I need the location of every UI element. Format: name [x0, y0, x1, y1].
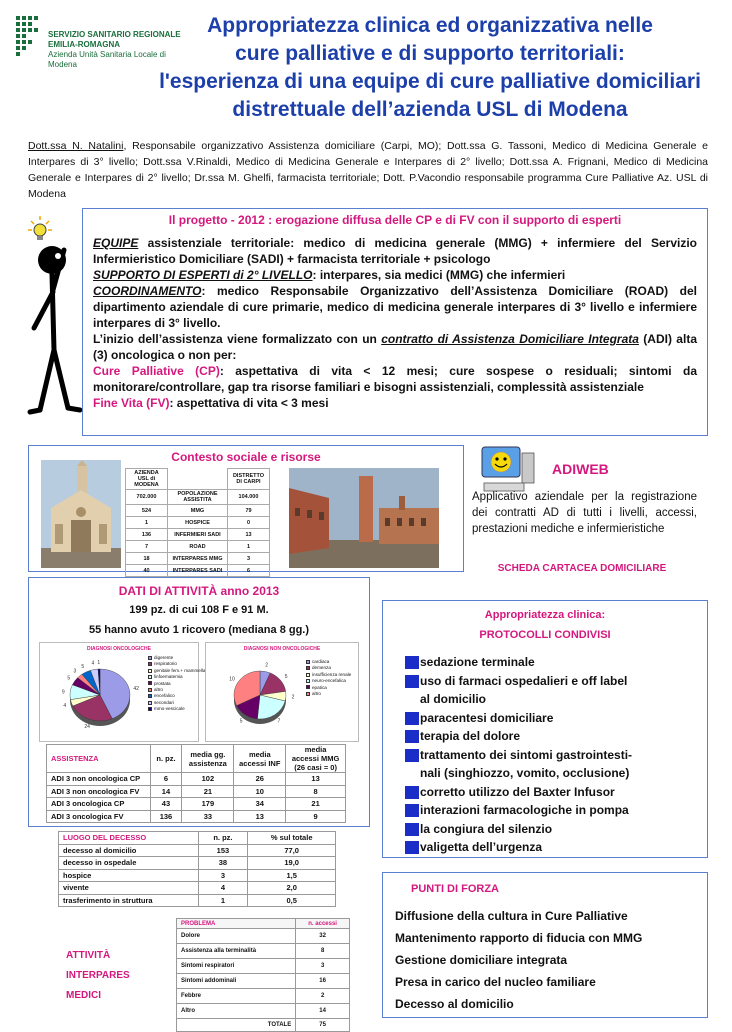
legend-swatch [148, 681, 152, 685]
legend-swatch [306, 666, 310, 670]
pie-title: DIAGNOSI ONCOLOGICHE [87, 646, 151, 652]
item-label: terapia del dolore [420, 729, 521, 743]
bullet-square-icon [405, 786, 419, 799]
adiweb-heading: ADIWEB [552, 461, 609, 477]
dati-line2: 55 hanno avuto 1 ricovero (mediana 8 gg.) [88, 624, 310, 636]
legend-swatch [148, 701, 152, 705]
equipe-label: EQUIPE [93, 236, 139, 250]
table-row [47, 773, 346, 786]
inizio-tail: (ADI) alta (3) oncologica o non per: [93, 332, 697, 362]
ctable-cell: INTERPARES MMG [168, 553, 228, 565]
pie-value-label: 42 [133, 686, 139, 693]
table-row [47, 785, 346, 798]
assist-cell: ADI 3 non oncologica CP [47, 773, 151, 786]
adiweb-text: Applicativo aziendale per la registrazione dei contratti AD di tutti i livelli, accessi, prestazioni mediche e infermieristiche [472, 491, 697, 535]
problemi-cell: 16 [296, 974, 350, 989]
luogo-cell: 0,5 [248, 894, 336, 907]
ctable-head-left: AZIENDA USL di MODENA [126, 469, 168, 490]
assist-header: ASSISTENZA [47, 745, 151, 773]
problemi-cell: 3 [296, 959, 350, 974]
luogo-cell: 19,0 [248, 857, 336, 870]
ctable-head-right: DISTRETTO DI CARPI [228, 469, 270, 490]
cathedral-photo-icon [41, 460, 121, 568]
luogo-cell: 4 [198, 882, 248, 895]
legend-label: prostata [154, 680, 171, 686]
bullet-square-icon [405, 823, 419, 836]
punti-di-forza-box [382, 872, 708, 1018]
ctable-cell: 104.000 [228, 490, 270, 505]
luogo-cell: vivente [59, 882, 199, 895]
list-item: Mantenimento rapporto di fiducia con MMG [395, 931, 643, 945]
assist-cell: 34 [234, 798, 286, 811]
item-label: interazioni farmacologiche in pompa [420, 803, 629, 817]
ctable-cell: 136 [126, 529, 168, 541]
logo-line2: EMILIA-ROMAGNA [48, 40, 120, 49]
pie-value-label: 2 [265, 662, 269, 669]
legend-swatch [148, 669, 152, 673]
bullet-square-icon [405, 730, 419, 743]
project-equipe [93, 235, 697, 267]
protocolli-list [405, 653, 632, 857]
assist-cell: 26 [234, 773, 286, 786]
assist-cell: ADI 3 oncologica FV [47, 810, 151, 823]
table-row [59, 844, 336, 857]
ctable-cell: POPOLAZIONE ASSISTITA [168, 490, 228, 505]
legend-swatch [148, 688, 152, 692]
cp-label: Cure Palliative (CP) [93, 364, 220, 378]
problemi-cell: Sintomi addominali [177, 974, 296, 989]
list-item: Diffusione della cultura in Cure Palliative [395, 909, 628, 923]
inizio-contratto: contratto di Assistenza Domiciliare Integrata [381, 332, 639, 346]
fv-label: Fine Vita (FV) [93, 396, 170, 410]
pie-chart-oncologiche [39, 642, 206, 742]
problemi-cell: Sintomi respiratori [177, 959, 296, 974]
item-label: sedazione terminale [420, 655, 535, 669]
legend-label: demenza [312, 665, 331, 671]
page-title [130, 12, 730, 124]
ctable-cell: 79 [228, 505, 270, 517]
project-heading: Il progetto - 2012 : erogazione diffusa delle CP e di FV con il supporto di esperti [168, 213, 622, 227]
project-fv [93, 395, 697, 411]
luogo-cell: 3 [198, 869, 248, 882]
luogo-cell: decesso al domicilio [59, 844, 199, 857]
assist-cell: 9 [286, 810, 346, 823]
assist-cell: 21 [182, 785, 234, 798]
table-row [59, 857, 336, 870]
legend-label: secondari [154, 699, 174, 705]
legend-label: digerente [154, 655, 174, 660]
pie-value-label: 1 [97, 660, 101, 667]
problemi-header: PROBLEMA [177, 919, 296, 929]
luogo-cell: 2,0 [248, 882, 336, 895]
table-row [177, 974, 350, 989]
carpi-square-photo-icon [289, 468, 439, 568]
ctable-cell: 6 [228, 565, 270, 577]
problemi-cell: 8 [296, 944, 350, 959]
pie-value-label: 4 [91, 660, 95, 667]
pie-value-label: 2 [291, 694, 295, 701]
table-row [177, 1004, 350, 1019]
ctable-cell: 7 [126, 541, 168, 553]
fv-text: : aspettativa di vita < 3 mesi [169, 396, 329, 410]
assist-cell: ADI 3 oncologica CP [47, 798, 151, 811]
ctable-cell: 0 [228, 517, 270, 529]
assist-cell: 14 [150, 785, 182, 798]
problemi-cell: 14 [296, 1004, 350, 1019]
project-cp [93, 363, 697, 395]
inizio-text: L’inizio dell’assistenza viene formalizzato con un [93, 332, 382, 346]
legend-swatch [148, 656, 152, 660]
legend-label: encefalico [154, 693, 175, 699]
problemi-cell: Febbre [177, 989, 296, 1004]
luogo-cell: decesso in ospedale [59, 857, 199, 870]
legend-label: insufficienza renale [312, 671, 352, 677]
table-row [59, 894, 336, 907]
project-coordinamento [93, 283, 697, 331]
assist-header: media accessi MMG (26 casi = 0) [286, 745, 346, 773]
luogo-cell: 1 [198, 894, 248, 907]
ctable-head-gap [168, 469, 228, 490]
contesto-table [125, 468, 270, 577]
luogo-cell: trasferimento in struttura [59, 894, 199, 907]
luogo-cell: 38 [198, 857, 248, 870]
ctable-cell: ROAD [168, 541, 228, 553]
bullet-square-icon [405, 712, 419, 725]
ctable-cell: 702.000 [126, 490, 168, 505]
assistenza-table [46, 744, 346, 823]
problemi-cell: 32 [296, 929, 350, 944]
legend-swatch [148, 662, 152, 666]
assist-cell: 43 [150, 798, 182, 811]
legend-label: genitale fem.+ mammella [154, 667, 206, 673]
assist-cell: 33 [182, 810, 234, 823]
list-item [405, 801, 632, 820]
attivita-line3: MEDICI [66, 990, 101, 1001]
item-label: valigetta dell’urgenza [420, 840, 543, 854]
legend-label: epatica [312, 684, 327, 690]
supporto-label: SUPPORTO DI ESPERTI di 2° LIVELLO [93, 268, 313, 282]
pie-svg [58, 655, 146, 741]
assist-cell: 136 [150, 810, 182, 823]
assist-cell: 21 [286, 798, 346, 811]
problemi-cell: Assistenza alla terminalità [177, 944, 296, 959]
table-row [177, 989, 350, 1004]
title-line4: distrettuale dell’azienda USL di Modena [232, 98, 628, 121]
appro-heading1: Appropriatezza clinica: [484, 609, 606, 621]
problemi-cell: Dolore [177, 929, 296, 944]
attivita-interpares-label [66, 946, 166, 1006]
pie-legend [148, 655, 205, 713]
pie-value-label: 4 [63, 702, 67, 709]
assist-cell: 8 [286, 785, 346, 798]
ctable-cell: 1 [126, 517, 168, 529]
item-label: nali (singhiozzo, vomito, occlusione) [420, 766, 630, 780]
punti-heading: PUNTI DI FORZA [411, 883, 499, 895]
luogo-cell: 1,5 [248, 869, 336, 882]
list-item [405, 727, 632, 746]
table-row [47, 810, 346, 823]
legend-label: cardiaca [312, 659, 330, 664]
adiweb-scheda: SCHEDA CARTACEA DOMICILIARE [497, 563, 667, 574]
table-row [177, 959, 350, 974]
appro-heading2: PROTOCOLLI CONDIVISI [479, 629, 611, 641]
ctable-cell: INFERMIERI SADI [168, 529, 228, 541]
item-label: la congiura del silenzio [420, 821, 553, 836]
legend-entry [306, 691, 351, 697]
pie-value-label: 3 [73, 668, 77, 675]
ctable-cell: 40 [126, 565, 168, 577]
list-item [405, 672, 632, 691]
ctable-cell: 1 [228, 541, 270, 553]
list-item [405, 783, 632, 802]
problemi-cell: Altro [177, 1004, 296, 1019]
authors [28, 138, 708, 202]
legend-swatch [306, 679, 310, 683]
table-row [59, 882, 336, 895]
title-line2: cure palliative e di supporto territoriali: [235, 42, 625, 65]
problemi-total-value: 75 [296, 1019, 350, 1032]
contesto-heading: Contesto sociale e risorse [171, 450, 321, 464]
assist-cell: 179 [182, 798, 234, 811]
table-row [177, 1019, 350, 1032]
luogo-header: n. pz. [198, 832, 248, 845]
legend-swatch [148, 707, 152, 711]
supporto-text: : interpares, sia medici (MMG) che infermieri [312, 268, 566, 282]
list-item: Presa in carico del nucleo familiare [395, 975, 596, 989]
table-row [59, 869, 336, 882]
ctable-cell: INTERPARES SADI [168, 565, 228, 577]
computer-smiley-icon [476, 445, 540, 495]
assist-cell: ADI 3 non oncologica FV [47, 785, 151, 798]
list-item [405, 746, 632, 765]
bullet-square-icon [405, 841, 419, 854]
luogo-cell: hospice [59, 869, 199, 882]
table-row [177, 929, 350, 944]
title-line1: Appropriatezza clinica ed organizzativa nelle [207, 14, 653, 37]
legend-swatch [306, 685, 310, 689]
project-supporto [93, 267, 697, 283]
pie-value-label: 5 [67, 675, 71, 682]
legend-label: linfoematemia [154, 674, 183, 680]
ctable-cell: HOSPICE [168, 517, 228, 529]
list-item [405, 838, 632, 857]
item-label: uso di farmaci ospedalieri e off label [420, 673, 628, 688]
bullet-square-icon [405, 749, 419, 762]
coord-text: : medico Responsabile Organizzativo dell’Assistenza Domiciliare (ROAD) del dipartimento aziendale di cure primarie, medico di medicina generale interpares di 3° livello e infermiere interpares di 3° livello. [93, 284, 697, 330]
pie-value-label: 10 [229, 676, 235, 683]
authors-rest: , Responsabile organizzativo Assistenza domiciliare (Carpi, MO); Dott.ssa G. Tassoni, Medico di Medicina Generale e Interpares di 3° livello; Dott.ssa V.Rinaldi, Medico di Medicina Generale e Interpares di 2° livello; Dott.ssa A. Frignani, Medico di Medicina Generale e Interpares di 2° livello; Dr.ssa M. Ghelfi, farmacista territoriale; Dott. P.Vacondio responsabile programma Cure Palliative Az. USL di Modena [28, 140, 708, 200]
list-item: Decesso al domicilio [395, 997, 514, 1011]
coord-label: COORDINAMENTO [93, 284, 202, 298]
ctable-cell: 13 [228, 529, 270, 541]
assist-cell: 10 [234, 785, 286, 798]
dati-line1: 199 pz. di cui 108 F e 91 M. [129, 604, 269, 616]
list-item [405, 820, 632, 839]
legend-swatch [148, 675, 152, 679]
legend-swatch [306, 692, 310, 696]
pie-chart-non-oncologiche [205, 642, 359, 742]
bullet-square-icon [405, 656, 419, 669]
legend-label: altro [154, 687, 163, 693]
cp-text: : aspettativa di vita < 12 mesi; cure sospese o residuali; sintomi da monitorare/controllare, gap tra risorse familiari e bisogni assistenziali, complessità assistenziale [93, 364, 697, 394]
list-item: Gestione domiciliare integrata [395, 953, 568, 967]
pie-value-label: 5 [81, 663, 85, 670]
legend-swatch [306, 673, 310, 677]
legend-label: mmo-vescicale [154, 706, 185, 712]
logo-mark-icon [14, 14, 44, 58]
pie-value-label: 5 [239, 718, 243, 725]
item-label: corretto utilizzo del Baxter Infusor [420, 784, 615, 799]
luogo-header: % sul totale [248, 832, 336, 845]
legend-label: altro [312, 691, 321, 697]
pie-title: DIAGNOSI NON ONCOLOGICHE [243, 646, 321, 652]
ctable-cell: 524 [126, 505, 168, 517]
table-row [47, 798, 346, 811]
contesto-box [28, 445, 464, 572]
equipe-text: assistenziale territoriale: medico di medicina generale (MMG) + infermiere del Servizio Infermieristico Domiciliare (SADI) + farmacista territoriale + psicologo [93, 236, 697, 266]
stick-figure-icon [22, 210, 84, 420]
list-item [405, 709, 632, 728]
problemi-total-label: TOTALE [177, 1019, 296, 1032]
pie-value-label: 5 [284, 674, 288, 681]
pie-svg [222, 655, 302, 739]
logo-line1: SERVIZIO SANITARIO REGIONALE [48, 30, 181, 39]
luogo-header: LUOGO DEL DECESSO [59, 832, 199, 845]
assist-cell: 13 [234, 810, 286, 823]
legend-label: neuro-encefalica [312, 678, 346, 684]
pie-value-label: 9 [61, 689, 65, 696]
attivita-line1: ATTIVITÀ [66, 950, 111, 961]
problemi-cell: 2 [296, 989, 350, 1004]
item-label: trattamento dei sintomi gastrointesti- [420, 747, 633, 762]
luogo-cell: 153 [198, 844, 248, 857]
ctable-cell: MMG [168, 505, 228, 517]
ctable-cell: 3 [228, 553, 270, 565]
assist-cell: 6 [150, 773, 182, 786]
dati-heading: DATI DI ATTIVITÀ anno 2013 [118, 584, 280, 598]
legend-swatch [306, 660, 310, 664]
list-item [405, 690, 632, 709]
ctable-cell: 18 [126, 553, 168, 565]
item-label: al domicilio [420, 692, 487, 706]
author-first: Dott.ssa N. Natalini [28, 140, 124, 152]
logo-line3: Azienda Unità Sanitaria Locale di Modena [48, 50, 166, 69]
pie-value-label: 24 [84, 723, 90, 730]
appropriatezza-box [382, 600, 708, 858]
bullet-square-icon [405, 675, 419, 688]
adiweb-box [462, 445, 707, 585]
assist-header: n. pz. [150, 745, 182, 773]
title-line3: l'esperienza di una equipe di cure palliative domiciliari [159, 70, 701, 93]
pie-value-label: 7 [277, 718, 281, 725]
legend-label: respiratorio [154, 661, 177, 667]
attivita-line2: INTERPARES [66, 970, 130, 981]
list-item [405, 764, 632, 783]
pie-legend [306, 659, 351, 697]
luogo-cell: 77,0 [248, 844, 336, 857]
list-item [405, 653, 632, 672]
luogo-table [58, 831, 336, 907]
item-label: paracentesi domiciliare [420, 710, 554, 725]
assist-header: media gg. assistenza [182, 745, 234, 773]
table-row [177, 944, 350, 959]
assist-cell: 13 [286, 773, 346, 786]
problemi-table [176, 918, 350, 1032]
assist-header: media accessi INF [234, 745, 286, 773]
legend-entry [148, 706, 205, 712]
punti-list [395, 905, 642, 1015]
bullet-square-icon [405, 804, 419, 817]
assist-cell: 102 [182, 773, 234, 786]
project-box [82, 208, 708, 436]
problemi-header: n. accessi [296, 919, 350, 929]
project-inizio [93, 331, 697, 363]
legend-swatch [148, 694, 152, 698]
